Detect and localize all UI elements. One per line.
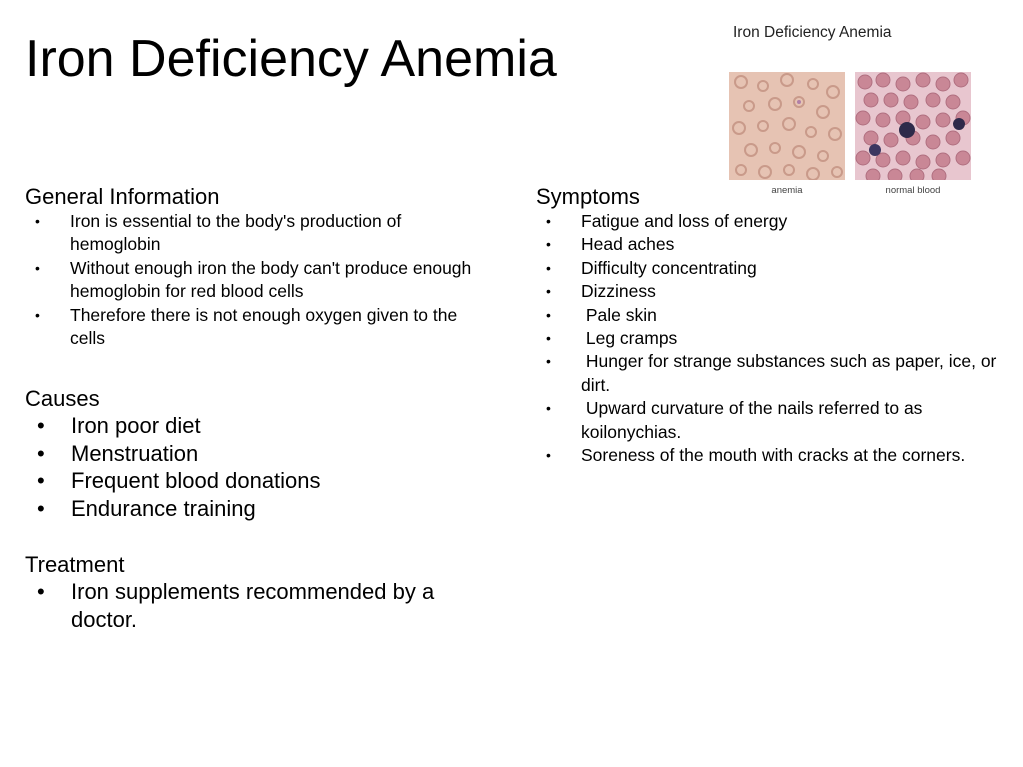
list-item-text: Iron poor diet [71,413,201,438]
general-information-section [25,184,480,350]
list-item [25,467,480,495]
bullet-icon: • [37,495,45,521]
list-item-text: Endurance training [71,495,256,521]
symptoms-heading: Symptoms [536,184,640,209]
normal-blood-caption: normal blood [885,185,941,196]
list-item [25,440,480,468]
general-information-heading: General Information [25,184,220,209]
bullet-icon: • [37,468,45,494]
list-item-text: Dizziness [581,281,656,302]
list-item [536,257,1006,280]
normal-blood-smear-image [855,72,971,180]
list-item-text: Fatigue and loss of energy [581,211,788,231]
bullet-icon: • [35,213,40,229]
list-item [25,578,485,633]
blood-smear-figure [727,20,985,200]
list-item-text: Upward curvature of the nails referred to as koilonychias. [581,398,928,442]
list-item [536,327,1006,350]
bullet-icon: • [546,283,551,300]
list-item [536,397,1006,444]
bullet-icon: • [35,306,40,323]
symptoms-list [536,210,1006,467]
list-item [536,350,1006,397]
list-item [25,495,480,523]
bullet-icon: • [37,579,45,604]
list-item [25,257,480,304]
list-item-text: Therefore there is not enough oxygen given to the cells [70,304,458,349]
bullet-icon: • [546,213,551,229]
list-item-text: Iron supplements recommended by a doctor. [71,579,435,632]
list-item [536,280,1006,303]
list-item-text: Difficulty concentrating [581,257,757,278]
list-item-text: Soreness of the mouth with cracks at the corners. [581,445,966,466]
list-item [536,444,1006,467]
causes-section [25,386,480,522]
bullet-icon: • [37,440,45,466]
bullet-icon: • [37,413,45,438]
bullet-icon: • [546,236,551,253]
treatment-list [25,578,485,633]
anemia-caption: anemia [771,185,803,196]
general-information-list [25,210,480,350]
list-item-text: Iron is essential to the body's production of hemoglobin [70,211,402,255]
list-item-text: Menstruation [71,440,199,466]
causes-list [25,412,480,522]
list-item [25,210,480,257]
bullet-icon: • [546,259,551,276]
bullet-icon: • [546,400,551,417]
bullet-icon: • [546,353,551,370]
list-item [25,412,480,440]
slide-title: Iron Deficiency Anemia [25,30,557,88]
list-item [25,304,480,351]
symptoms-section [536,184,1006,467]
anemia-smear-image [729,72,845,180]
list-item [536,233,1006,256]
list-item-text: Hunger for strange substances such as paper, ice, or dirt. [581,351,1002,395]
causes-heading: Causes [25,386,100,411]
list-item-text: Frequent blood donations [71,468,321,494]
list-item-text: Leg cramps [581,328,678,349]
list-item-text: Head aches [581,234,675,255]
figure-title: Iron Deficiency Anemia [733,24,892,41]
list-item [536,304,1006,327]
bullet-icon: • [546,447,551,464]
bullet-icon: • [546,330,551,347]
list-item [536,210,1006,233]
bullet-icon: • [35,259,40,276]
list-item-text: Pale skin [581,304,657,325]
bullet-icon: • [546,306,551,323]
treatment-heading: Treatment [25,552,125,577]
treatment-section [25,552,485,633]
list-item-text: Without enough iron the body can't produce enough hemoglobin for red blood cells [70,257,472,302]
